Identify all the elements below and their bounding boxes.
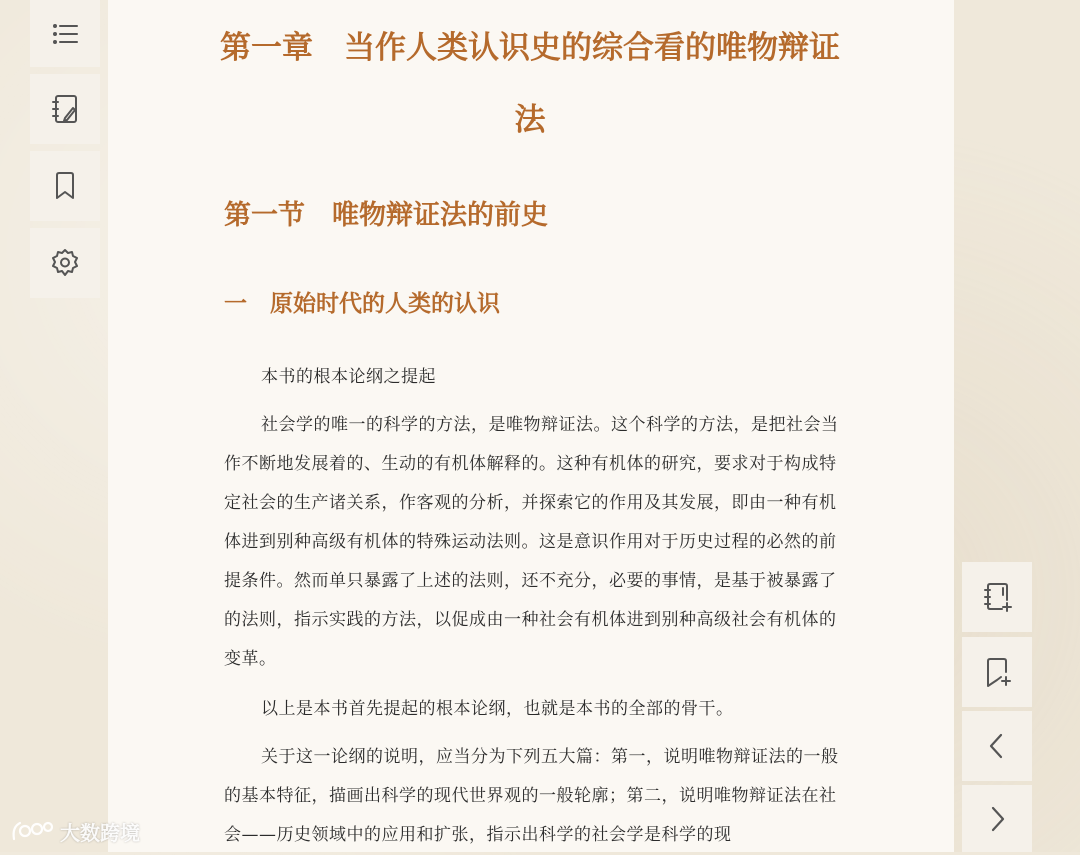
bookmark-plus-icon xyxy=(980,655,1014,689)
chevron-left-icon xyxy=(980,729,1014,763)
toc-button[interactable] xyxy=(30,0,100,67)
watermark xyxy=(10,816,140,846)
prev-page-button[interactable] xyxy=(962,711,1032,781)
notebook-pen-icon xyxy=(48,92,82,126)
paragraph: 本书的根本论纲之提起 xyxy=(261,367,436,387)
notes-button[interactable] xyxy=(30,74,100,144)
notebook-plus-icon xyxy=(980,580,1014,614)
add-bookmark-button[interactable] xyxy=(962,637,1032,707)
gear-icon xyxy=(48,246,82,280)
logo-icon xyxy=(10,817,54,845)
next-page-button[interactable] xyxy=(962,785,1032,852)
subsection-title: 一 原始时代的人类的认识 xyxy=(224,291,500,317)
list-icon xyxy=(48,17,82,51)
bookmark-icon xyxy=(48,169,82,203)
add-note-button[interactable] xyxy=(962,562,1032,632)
section-title: 第一节 唯物辩证法的前史 xyxy=(224,200,548,231)
bookmark-button[interactable] xyxy=(30,151,100,221)
settings-button[interactable] xyxy=(30,228,100,298)
chevron-right-icon xyxy=(980,802,1014,836)
paragraph: 社会学的唯一的科学的方法，是唯物辩证法。这个科学的方法，是把社会当作不断地发展着的、生动的有机体解释的。这种有机体的研究，要求对于构成特定社会的生产诸关系，作客观的分析，并探索它的作用及其发展，即由一种有机体进到别种高级有机体的特殊运动法则。这是意识作用对于历史过程的必然的前提条件。然而单只暴露了上述的法则，还不充分，必要的事情，是基于被暴露了的法则，指示实践的方法，以促成由一种社会有机体进到别种高级社会有机体的变革。 xyxy=(224,415,839,669)
chapter-title: 第一章 当作人类认识史的综合看的唯物辩证法 xyxy=(220,30,840,138)
watermark-text: 大数跨境 xyxy=(60,820,140,845)
paragraph: 关于这一论纲的说明，应当分为下列五大篇：第一，说明唯物辩证法的一般的基本特征，描画出科学的现代世界观的一般轮廓；第二，说明唯物辩证法在社会——历史领域中的应用和扩张，指示出科学的社会学是科学的现 xyxy=(224,747,839,845)
paragraph: 以上是本书首先提起的根本论纲，也就是本书的全部的骨干。 xyxy=(261,699,734,719)
